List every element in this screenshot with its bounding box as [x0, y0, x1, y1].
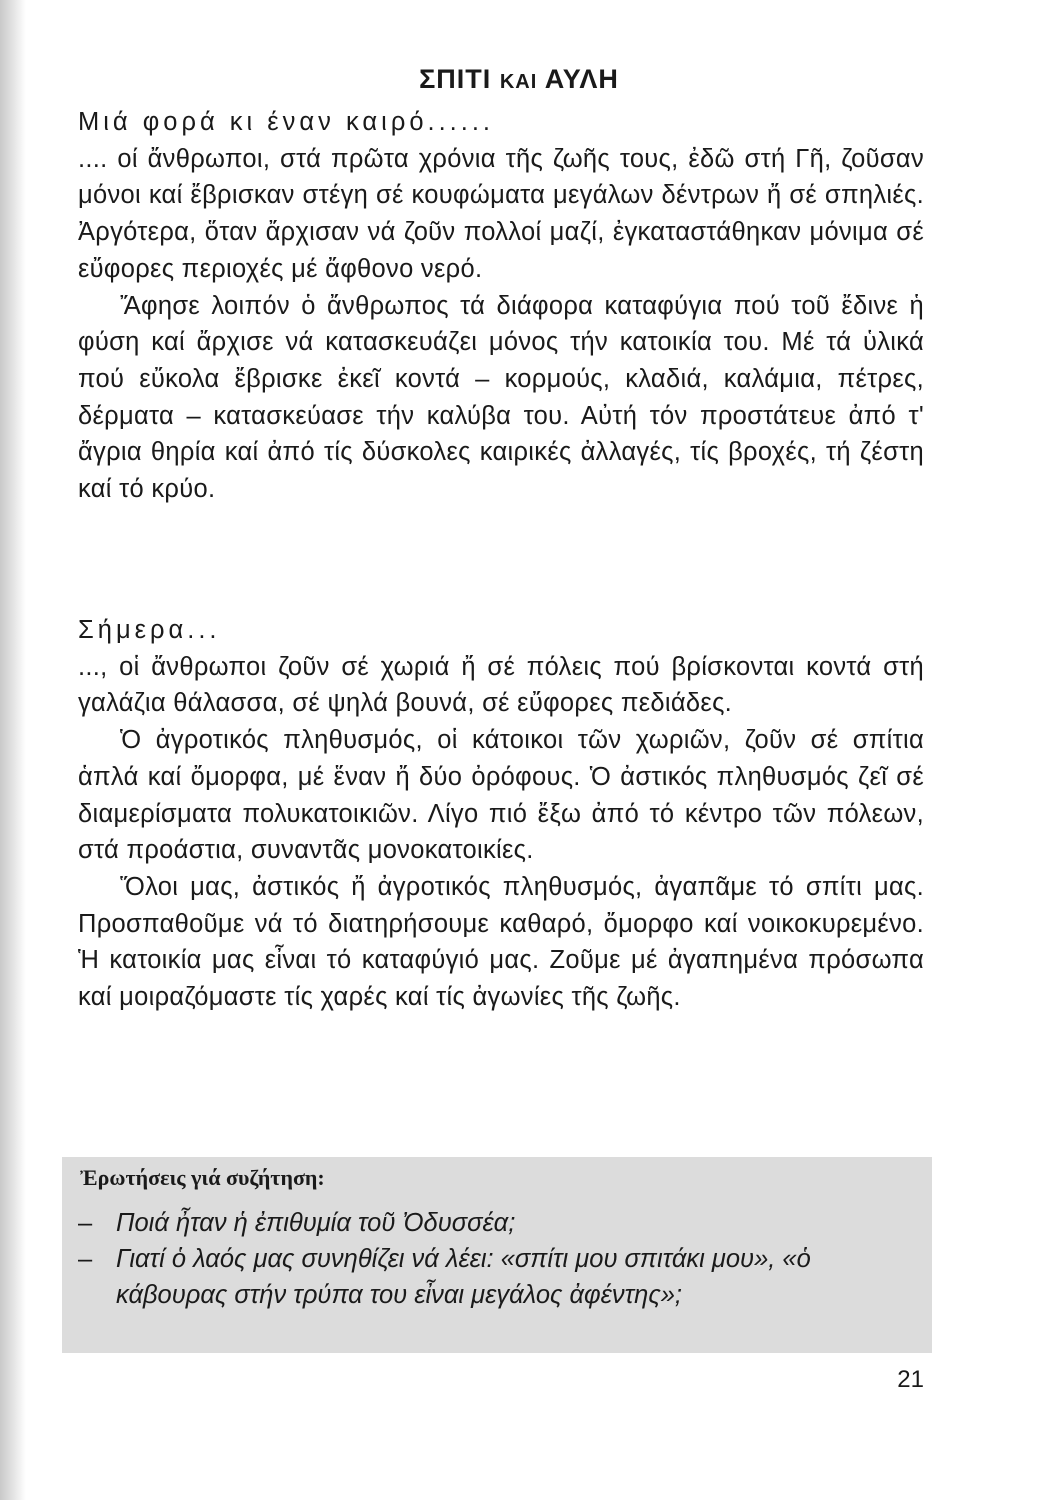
title-word-avli: ΑΥΛΗ: [544, 64, 619, 94]
paragraph: Ὅλοι μας, ἀστικός ἤ ἀγροτικός πληθυσμός, ἀγαπᾶμε τό σπίτι μας. Προσπαθοῦμε νά τό διατηρήσουμε καθαρό, ὄμορφο καί νοικοκυρεμένο. Ἡ κατοικία μας εἶναι τό καταφύγιό μας. Ζοῦμε μέ ἀγαπημένα πρόσωπα καί μοιραζόμαστε τίς χαρές καί τίς ἀγωνίες τῆς ζωῆς.: [78, 872, 924, 1012]
paragraph: .... οί ἄνθρωποι, στά πρῶτα χρόνια τῆς ζωῆς τους, ἐδῶ στή Γῆ, ζοῦσαν μόνοι καί ἔβρισκαν στέγη σέ κουφώματα μεγάλων δέντρων ἤ σέ σπηλιές. Ἀργότερα, ὅταν ἄρχισαν νά ζοῦν πολλοί μαζί, ἐγκαταστάθηκαν μόνιμα σέ εὔφορες περιοχές μέ ἄφθονο νερό.: [78, 144, 924, 283]
paragraph: ..., οἱ ἄνθρωποι ζοῦν σέ χωριά ἤ σέ πόλεις πού βρίσκονται κοντά στή γαλάζια θάλασσα, σέ ψηλά βουνά, σέ εὔφορες πεδιάδες.: [78, 652, 924, 718]
section-today: [78, 612, 924, 1016]
questions-list: [78, 1205, 924, 1313]
dash-marker: –: [78, 1209, 93, 1237]
paragraph: Ἄφησε λοιπόν ὁ ἄνθρωπος τά διάφορα καταφύγια πού τοῦ ἔδινε ἡ φύση καί ἄρχισε νά κατασκευάζει μόνος τήν κατοικία του. Μέ τά ὑλικά πού εὔκολα ἔβρισκε ἐκεῖ κοντά – κορμούς, κλαδιά, καλάμια, πέτρες, δέρματα – κατασκεύασε τήν καλύβα του. Αὐτή τόν προστάτευε ἀπό τ' ἄγρια θηρία καί ἀπό τίς δύσκολες καιρικές ἀλλαγές, τίς βροχές, τή ζέστη καί τό κρύο.: [78, 291, 924, 504]
section-today-heading: Σήμερα...: [78, 616, 221, 644]
question-item: [78, 1205, 924, 1241]
section-past-heading: Μιά φορά κι έναν καιρό......: [78, 108, 495, 136]
discussion-questions-box: [62, 1157, 932, 1353]
question-text: Γιατί ὁ λαός μας συνηθίζει νά λέει: «σπίτι μου σπιτάκι μου», «ὁ κάβουρας στήν τρύπα του εἶναι μεγάλος ἀφέντης»;: [116, 1245, 811, 1309]
question-item: [78, 1241, 924, 1313]
paragraph: Ὁ ἀγροτικός πληθυσμός, οἱ κάτοικοι τῶν χωριῶν, ζοῦν σέ σπίτια ἁπλά καί ὄμορφα, μέ ἕναν ἤ δύο ὀρόφους. Ὁ ἀστικός πληθυσμός ζεῖ σέ διαμερίσματα πολυκατοικιῶν. Λίγο πιό ἔξω ἀπό τό κέντρο τῶν πόλεων, στά προάστια, συναντᾶς μονοκατοικίες.: [78, 726, 924, 865]
title-word-kai: ΚΑΙ: [499, 71, 538, 93]
section-past: [78, 104, 924, 508]
scan-edge-shadow: [0, 0, 26, 1500]
question-text: Ποιά ἦταν ἡ ἐπιθυμία τοῦ Ὀδυσσέα;: [116, 1209, 516, 1237]
dash-marker: –: [78, 1245, 93, 1273]
title-word-spiti: ΣΠΙΤΙ: [419, 64, 492, 94]
questions-title: Ἐρωτήσεις γιά συζήτηση:: [80, 1165, 325, 1190]
page-number: 21: [897, 1366, 924, 1393]
page-title: [0, 64, 1038, 95]
